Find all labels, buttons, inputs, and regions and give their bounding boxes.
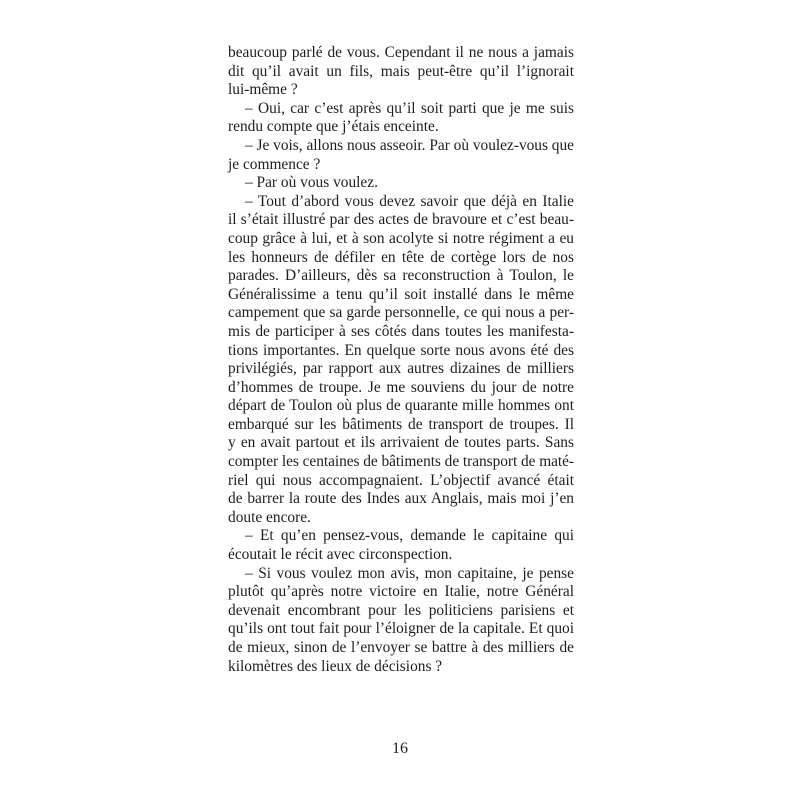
text-line: privilégiés, par rapport aux autres dizaines de milliers <box>228 360 574 378</box>
text-line: il s’était illustré par des actes de bravoure et c’est beau- <box>228 211 574 229</box>
text-line: mis de participer à ses côtés dans toutes les manifesta- <box>228 322 574 340</box>
text-line: devenait encombrant pour les politiciens parisiens et <box>228 601 574 619</box>
text-line: de mieux, sinon de l’envoyer se battre à des milliers de <box>228 639 574 656</box>
text-line: – Si vous voulez mon avis, mon capitaine, je pense <box>245 564 574 582</box>
text-line: écoutait le récit avec circonspection. <box>228 546 453 564</box>
text-line: – Tout d’abord vous devez savoir que déjà en Italie <box>245 192 574 210</box>
text-line: parades. D’ailleurs, dès sa reconstruction à Toulon, le <box>228 267 574 285</box>
text-line: coup grâce à lui, et à son acolyte si notre régiment a eu <box>228 229 574 247</box>
text-line: – Oui, car c’est après qu’il soit parti que je me suis <box>245 99 574 117</box>
text-line: je commence ? <box>228 155 321 173</box>
text-line: lui-même ? <box>228 81 298 99</box>
text-line: les honneurs de défiler en tête de cortège lors de nos <box>228 248 574 266</box>
text-line: dit qu’il avait un fils, mais peut-être qu’il l’ignorait <box>228 62 574 80</box>
text-line: d’hommes de troupe. Je me souviens du jour de notre <box>228 378 574 396</box>
text-line: départ de Toulon où plus de quarante mille hommes ont <box>228 397 574 415</box>
text-line: kilomètres des lieux de décisions ? <box>228 657 443 675</box>
text-line: plutôt qu’après notre victoire en Italie, notre Général <box>228 583 574 601</box>
page-number: 16 <box>392 740 408 757</box>
text-line: – Par où vous voulez. <box>245 174 378 192</box>
body-text <box>228 44 574 676</box>
text-line: riel qui nous accompagnaient. L’objectif avancé était <box>228 471 574 489</box>
text-line: embarqué sur les bâtiments de transport de troupes. Il <box>228 415 574 433</box>
text-line: de barrer la route des Indes aux Anglais, mais moi j’en <box>228 490 574 508</box>
text-line: compter les centaines de bâtiments de transport de maté- <box>228 453 574 471</box>
text-line: y en avait partout et ils arrivaient de toutes parts. Sans <box>228 434 574 452</box>
text-line: campement que sa garde personnelle, ce qui nous a per- <box>228 304 574 322</box>
text-line: tions importantes. En quelque sorte nous avons été des <box>228 341 574 359</box>
text-line: beaucoup parlé de vous. Cependant il ne nous a jamais <box>228 44 574 61</box>
text-line: – Je vois, allons nous asseoir. Par où voulez-vous que <box>245 136 574 154</box>
text-line: qu’ils ont tout fait pour l’éloigner de la capitale. Et quoi <box>228 620 574 638</box>
text-line: doute encore. <box>228 508 311 526</box>
text-line: – Et qu’en pensez-vous, demande le capitaine qui <box>245 527 574 545</box>
text-line: rendu compte que j’étais enceinte. <box>228 118 439 136</box>
text-line: Généralissime a tenu qu’il soit installé dans le même <box>228 285 574 303</box>
